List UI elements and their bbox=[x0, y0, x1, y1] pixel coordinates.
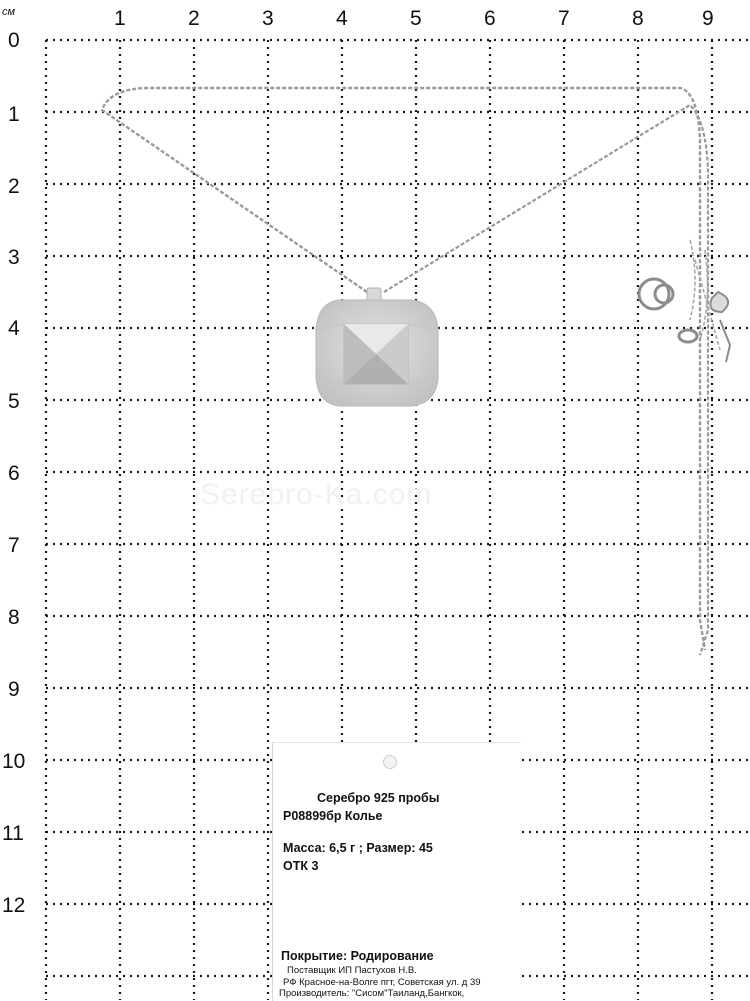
ruler-y-label: 12 bbox=[2, 894, 26, 917]
tag-metal: Серебро 925 пробы bbox=[317, 791, 440, 805]
ruler-y-label: 9 bbox=[8, 678, 20, 701]
ruler-unit: см bbox=[2, 6, 16, 18]
ruler-y-label: 1 bbox=[8, 103, 20, 126]
tag-mass-size: Масса: 6,5 г ; Размер: 45 bbox=[283, 841, 433, 855]
clasp-rings bbox=[639, 279, 730, 362]
ruler-x-label: 9 bbox=[702, 7, 714, 30]
ruler-y-label: 4 bbox=[8, 317, 20, 340]
ruler-x-label: 6 bbox=[484, 7, 496, 30]
ruler-x-label: 2 bbox=[188, 7, 200, 30]
tag-supplier: Поставщик ИП Пастухов Н.В. bbox=[287, 965, 417, 976]
ruler-y-label: 5 bbox=[8, 390, 20, 413]
ruler-x-label: 4 bbox=[336, 7, 348, 30]
product-tag bbox=[272, 742, 521, 1001]
ruler-y-label: 7 bbox=[8, 534, 20, 557]
tag-article: Р08899бр Колье bbox=[283, 809, 383, 823]
ruler-x-label: 5 bbox=[410, 7, 422, 30]
tag-producer: Производитель: "Сисом"Таиланд,Бангкок, bbox=[279, 988, 465, 999]
ruler-x-label: 7 bbox=[558, 7, 570, 30]
tag-address: РФ Красное-на-Волге пгт, Советская ул. д 39 bbox=[283, 977, 481, 988]
tag-otk: ОТК 3 bbox=[283, 859, 319, 873]
ruler-y-label: 8 bbox=[8, 606, 20, 629]
ruler-y-label: 10 bbox=[2, 750, 26, 773]
ruler-y-label: 2 bbox=[8, 175, 20, 198]
ruler-y-label: 6 bbox=[8, 462, 20, 485]
ruler-x-label: 1 bbox=[114, 7, 126, 30]
ruler-y-label: 11 bbox=[2, 822, 24, 845]
ruler-x-label: 8 bbox=[632, 7, 644, 30]
ruler-y-label: 0 bbox=[8, 29, 20, 52]
ruler-y-label: 3 bbox=[8, 246, 20, 269]
pendant bbox=[316, 300, 438, 406]
tag-hole bbox=[383, 755, 397, 769]
tag-coating: Покрытие: Родирование bbox=[281, 949, 434, 963]
watermark: Serebro-Ka.com bbox=[200, 478, 433, 511]
ruler-x-label: 3 bbox=[262, 7, 274, 30]
